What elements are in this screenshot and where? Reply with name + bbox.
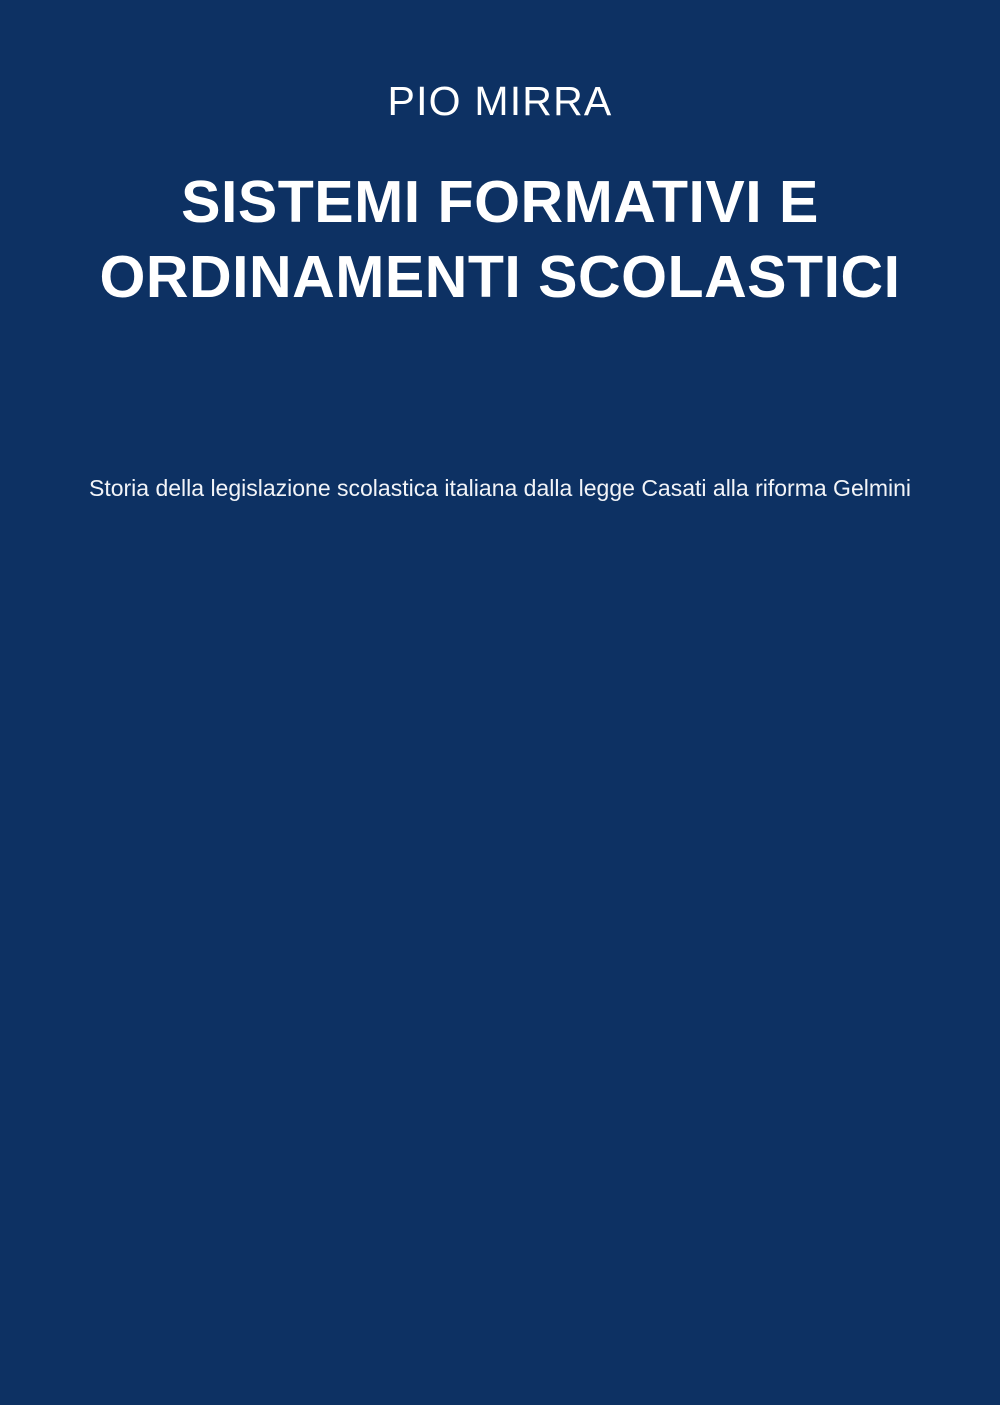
book-title — [60, 165, 940, 315]
author-name: PIO MIRRA — [387, 78, 613, 124]
title-line-1: SISTEMI FORMATIVI E — [181, 169, 819, 235]
book-subtitle: Storia della legislazione scolastica italiana dalla legge Casati alla riforma Gelmini — [88, 475, 912, 501]
title-line-2: ORDINAMENTI SCOLASTICI — [99, 243, 901, 310]
